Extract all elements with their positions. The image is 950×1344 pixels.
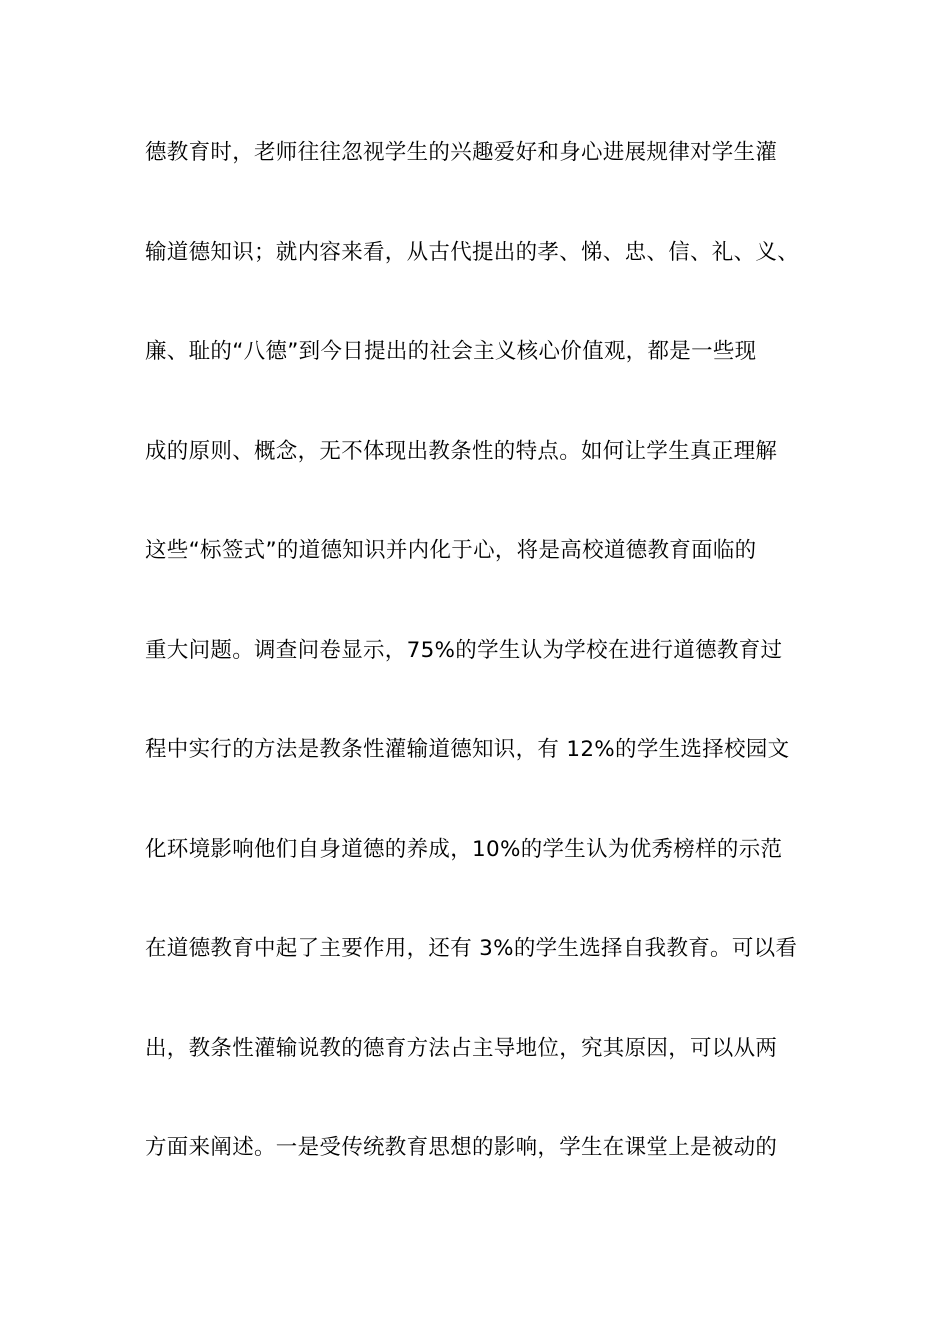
text-line: 这些“标签式”的道德知识并内化于心，将是高校道德教育面临的 <box>145 538 757 563</box>
text-line: 出，教条性灌输说教的德育方法占主导地位，究其原因，可以从两 <box>145 1035 778 1061</box>
body-text <box>145 131 845 1226</box>
text-line: 成的原则、概念，无不体现出教条性的特点。如何让学生真正理解 <box>145 438 778 464</box>
text-line: 重大问题。调查问卷显示，75%的学生认为学校在进行道德教育过 <box>145 637 783 663</box>
text-line: 在道德教育中起了主要作用，还有 3%的学生选择自我教育。可以看 <box>145 936 798 961</box>
text-line: 程中实行的方法是教条性灌输道德知识，有 12%的学生选择校园文 <box>145 737 790 762</box>
text-line: 方面来阐述。一是受传统教育思想的影响，学生在课堂上是被动的 <box>145 1135 778 1160</box>
text-line: 化环境影响他们自身道德的养成，10%的学生认为优秀榜样的示范 <box>145 836 783 862</box>
text-line: 输道德知识；就内容来看，从古代提出的孝、悌、忠、信、礼、义、 <box>145 239 800 265</box>
text-line: 廉、耻的“八德”到今日提出的社会主义核心价值观，都是一些现 <box>145 339 757 364</box>
text-line: 德教育时，老师往往忽视学生的兴趣爱好和身心进展规律对学生灌 <box>145 140 778 165</box>
